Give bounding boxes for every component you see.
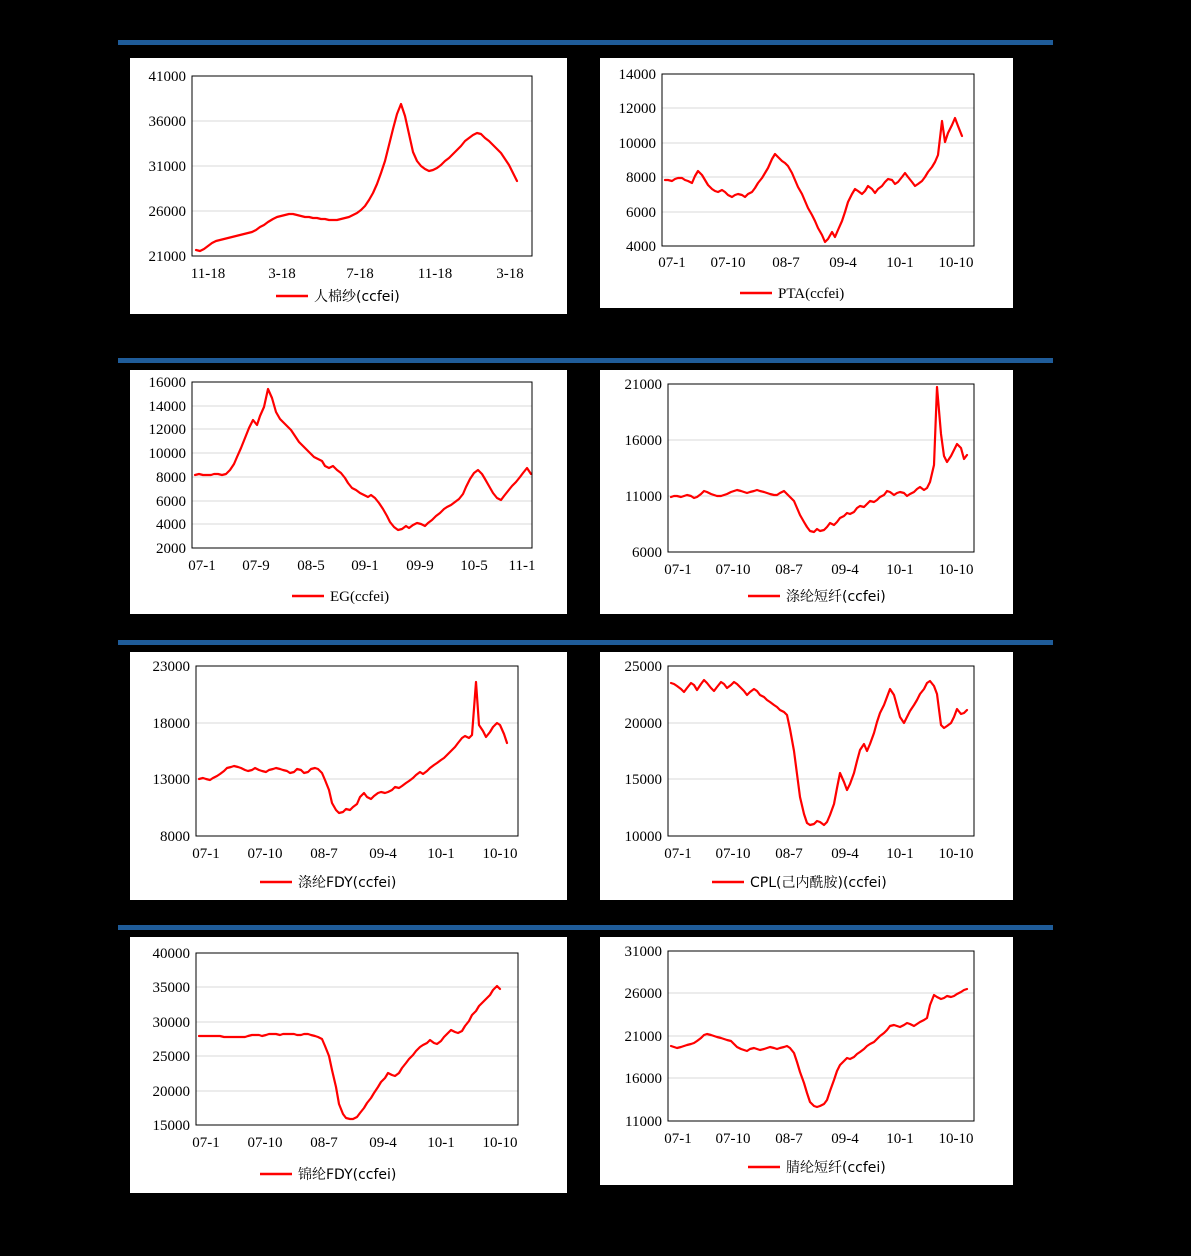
y-tick: 11000 xyxy=(625,489,662,505)
y-tick: 14000 xyxy=(618,67,656,83)
y-tick: 20000 xyxy=(624,716,662,732)
x-tick: 09-1 xyxy=(351,558,379,574)
x-tick: 09-4 xyxy=(831,1131,859,1147)
x-tick: 10-1 xyxy=(886,562,914,578)
x-tick: 10-1 xyxy=(886,1131,914,1147)
panel-dilun-duanxian xyxy=(600,370,1013,614)
x-tick: 10-10 xyxy=(938,1131,974,1147)
x-tick: 07-10 xyxy=(715,562,751,578)
y-tick: 20000 xyxy=(152,1084,190,1100)
x-tick: 09-4 xyxy=(831,846,859,862)
y-tick: 11000 xyxy=(625,1114,662,1130)
panel-renmiansha xyxy=(130,58,567,314)
x-tick: 09-4 xyxy=(829,255,857,271)
divider-row-2 xyxy=(118,358,1053,363)
y-tick: 25000 xyxy=(624,659,662,675)
chart-cpl xyxy=(600,652,1013,900)
x-tick: 08-7 xyxy=(310,1135,338,1151)
x-tick: 08-7 xyxy=(775,846,803,862)
y-tick: 10000 xyxy=(148,446,186,462)
y-tick: 31000 xyxy=(624,944,662,960)
y-axis-labels xyxy=(625,377,663,561)
x-tick: 11-1 xyxy=(508,558,536,574)
y-tick: 6000 xyxy=(632,545,662,561)
chart-dilun-fdy xyxy=(130,652,567,900)
legend-label: EG(ccfei) xyxy=(330,589,390,605)
divider-row-1 xyxy=(118,40,1053,45)
x-tick: 09-4 xyxy=(831,562,859,578)
legend-label: 人棉纱(ccfei) xyxy=(314,289,400,305)
y-axis-labels xyxy=(149,375,187,557)
y-tick: 25000 xyxy=(152,1049,190,1065)
x-tick: 3-18 xyxy=(496,266,524,282)
legend-label: 涤纶FDY(ccfei) xyxy=(298,875,397,891)
x-tick: 08-5 xyxy=(297,558,325,574)
y-tick: 18000 xyxy=(152,716,190,732)
x-tick: 07-10 xyxy=(715,846,751,862)
divider-row-4 xyxy=(118,925,1053,930)
y-tick: 36000 xyxy=(148,114,186,130)
legend-label: 涤纶短纤(ccfei) xyxy=(786,589,886,605)
y-tick: 23000 xyxy=(152,659,190,675)
chart-pta xyxy=(600,58,1013,308)
chart-eg xyxy=(130,370,567,614)
plot-area xyxy=(196,953,518,1125)
x-axis-labels xyxy=(192,846,517,862)
y-tick: 15000 xyxy=(624,772,662,788)
x-tick: 11-18 xyxy=(417,266,453,282)
x-tick: 10-10 xyxy=(938,255,974,271)
y-tick: 26000 xyxy=(624,986,662,1002)
legend xyxy=(740,286,844,302)
y-tick: 12000 xyxy=(618,101,656,117)
y-tick: 35000 xyxy=(152,980,190,996)
x-tick: 10-10 xyxy=(482,846,518,862)
x-tick: 07-1 xyxy=(188,558,216,574)
y-tick: 21000 xyxy=(148,249,186,265)
y-tick: 8000 xyxy=(160,829,190,845)
y-tick: 26000 xyxy=(148,204,186,220)
legend xyxy=(712,874,887,891)
legend xyxy=(748,589,886,605)
panel-jinlun-fdy xyxy=(130,937,567,1193)
y-tick: 41000 xyxy=(148,69,186,85)
panel-eg xyxy=(130,370,567,614)
x-tick: 07-1 xyxy=(192,846,220,862)
y-tick: 15000 xyxy=(152,1118,190,1134)
y-tick: 40000 xyxy=(152,946,190,962)
y-tick: 31000 xyxy=(148,159,186,175)
x-tick: 10-10 xyxy=(938,846,974,862)
y-axis-labels xyxy=(153,946,191,1134)
y-tick: 8000 xyxy=(626,170,656,186)
y-tick: 2000 xyxy=(156,541,186,557)
legend xyxy=(748,1159,886,1176)
y-axis-labels xyxy=(625,944,663,1130)
x-tick: 08-7 xyxy=(310,846,338,862)
legend-label: PTA(ccfei) xyxy=(778,286,845,302)
x-tick: 09-9 xyxy=(406,558,434,574)
legend xyxy=(276,288,400,305)
x-tick: 07-10 xyxy=(710,255,746,271)
y-tick: 16000 xyxy=(148,375,186,391)
x-axis-labels xyxy=(658,255,973,271)
y-axis-labels xyxy=(619,67,657,255)
x-tick: 10-10 xyxy=(482,1135,518,1151)
y-tick: 16000 xyxy=(624,1071,662,1087)
plot-area xyxy=(668,951,974,1121)
legend xyxy=(260,1167,396,1183)
x-tick: 07-1 xyxy=(664,846,692,862)
chart-dilun-duanxian xyxy=(600,370,1013,614)
panel-dilun-fdy xyxy=(130,652,567,900)
panel-cpl xyxy=(600,652,1013,900)
x-axis-labels xyxy=(191,266,524,282)
x-axis-labels xyxy=(664,1131,973,1147)
legend xyxy=(260,875,396,891)
x-tick: 7-18 xyxy=(346,266,374,282)
x-tick: 07-1 xyxy=(664,1131,692,1147)
chart-jinglun-duanxian xyxy=(600,937,1013,1185)
plot-area xyxy=(196,666,518,836)
x-tick: 08-7 xyxy=(772,255,800,271)
legend-label: 腈纶短纤(ccfei) xyxy=(786,1160,886,1176)
y-axis-labels xyxy=(625,659,663,845)
x-tick: 07-1 xyxy=(658,255,686,271)
x-tick: 09-4 xyxy=(369,846,397,862)
y-tick: 8000 xyxy=(156,470,186,486)
chart-jinlun-fdy xyxy=(130,937,567,1193)
x-tick: 07-10 xyxy=(715,1131,751,1147)
x-tick: 10-1 xyxy=(886,846,914,862)
plot-area xyxy=(668,384,974,552)
x-tick: 3-18 xyxy=(268,266,296,282)
x-axis-labels xyxy=(192,1135,517,1151)
x-tick: 10-1 xyxy=(427,1135,455,1151)
y-tick: 6000 xyxy=(156,494,186,510)
x-tick: 07-10 xyxy=(247,846,283,862)
y-tick: 13000 xyxy=(152,772,190,788)
plot-area xyxy=(192,382,532,548)
y-tick: 4000 xyxy=(626,239,656,255)
plot-area xyxy=(192,76,532,256)
x-axis-labels xyxy=(664,562,973,578)
legend-label: 锦纶FDY(ccfei) xyxy=(298,1167,397,1183)
plot-area xyxy=(668,666,974,836)
x-axis-labels xyxy=(664,846,973,862)
y-tick: 21000 xyxy=(624,377,662,393)
y-axis-labels xyxy=(153,659,191,845)
x-tick: 10-1 xyxy=(427,846,455,862)
panel-jinglun-duanxian xyxy=(600,937,1013,1185)
x-tick: 10-10 xyxy=(938,562,974,578)
x-tick: 07-10 xyxy=(247,1135,283,1151)
x-tick: 07-9 xyxy=(242,558,270,574)
x-tick: 07-1 xyxy=(664,562,692,578)
y-tick: 14000 xyxy=(148,399,186,415)
x-tick: 09-4 xyxy=(369,1135,397,1151)
x-tick: 10-1 xyxy=(886,255,914,271)
y-tick: 10000 xyxy=(624,829,662,845)
legend-label: CPL(己内酰胺)(ccfei) xyxy=(750,875,887,891)
legend xyxy=(292,589,389,605)
x-axis-labels xyxy=(188,558,535,574)
y-tick: 4000 xyxy=(156,517,186,533)
x-tick: 08-7 xyxy=(775,1131,803,1147)
x-tick: 11-18 xyxy=(190,266,226,282)
plot-area xyxy=(662,74,974,246)
panel-pta xyxy=(600,58,1013,308)
divider-row-3 xyxy=(118,640,1053,645)
x-tick: 07-1 xyxy=(192,1135,220,1151)
x-tick: 08-7 xyxy=(775,562,803,578)
y-tick: 16000 xyxy=(624,433,662,449)
x-tick: 10-5 xyxy=(460,558,488,574)
y-tick: 12000 xyxy=(148,422,186,438)
y-tick: 6000 xyxy=(626,205,656,221)
y-tick: 10000 xyxy=(618,136,656,152)
y-axis-labels xyxy=(149,69,187,265)
y-tick: 21000 xyxy=(624,1029,662,1045)
y-tick: 30000 xyxy=(152,1015,190,1031)
chart-renmiansha xyxy=(130,58,567,314)
